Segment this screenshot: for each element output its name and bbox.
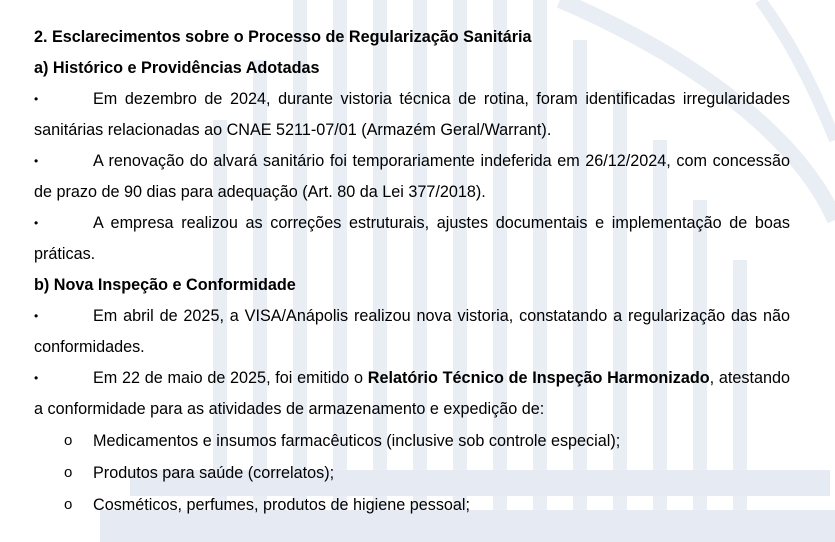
list-item-text: A empresa realizou as correções estruturais, ajustes documentais e implementação de boas práticas. — [34, 214, 790, 263]
list-item-text: Em dezembro de 2024, durante vistoria técnica de rotina, foram identificadas irregularidades sanitárias relacionadas ao CNAE 5211-07/01 (Armazém Geral/Warrant). — [34, 90, 790, 139]
sub-list-item — [34, 425, 790, 457]
sub-list-item-text: Cosméticos, perfumes, produtos de higiene pessoal; — [93, 496, 471, 514]
sub-list-item — [34, 457, 790, 489]
bullet-marker: • — [34, 309, 39, 323]
text-run: Em 22 de maio de 2025, foi emitido o — [93, 369, 368, 387]
list-item — [34, 301, 790, 363]
list-item-text — [34, 363, 790, 425]
bullet-marker: • — [34, 371, 39, 385]
list-item — [34, 146, 790, 208]
subsection-b-title: b) Nova Inspeção e Conformidade — [34, 276, 296, 294]
sub-bullet-marker: o — [64, 496, 73, 513]
list-item — [34, 84, 790, 146]
document-page — [34, 22, 790, 521]
sub-list-item-text: Medicamentos e insumos farmacêuticos (inclusive sob controle especial); — [93, 432, 621, 450]
sub-bullet-marker: o — [64, 432, 73, 449]
list-item-text: Em abril de 2025, a VISA/Anápolis realizou nova vistoria, constatando a regularização das não conformidades. — [34, 307, 790, 356]
report-title-bold: Relatório Técnico de Inspeção Harmonizado — [367, 369, 710, 387]
bullet-marker: • — [34, 216, 39, 230]
list-item-text: A renovação do alvará sanitário foi temporariamente indeferida em 26/12/2024, com concessão de prazo de 90 dias para adequação (Art. 80 da Lei 377/2018). — [34, 152, 790, 201]
subsection-a-title: a) Histórico e Providências Adotadas — [34, 59, 320, 77]
sub-list-item-text: Produtos para saúde (correlatos); — [93, 464, 335, 482]
list-item — [34, 363, 790, 425]
text-run: , atestando a conformidade para as atividades de armazenamento e expedição de: — [34, 369, 790, 418]
section-title: 2. Esclarecimentos sobre o Processo de Regularização Sanitária — [34, 28, 532, 46]
sub-list-item — [34, 489, 790, 521]
list-item — [34, 208, 790, 270]
sub-bullet-marker: o — [64, 464, 73, 481]
bullet-marker: • — [34, 154, 39, 168]
bullet-marker: • — [34, 92, 39, 106]
